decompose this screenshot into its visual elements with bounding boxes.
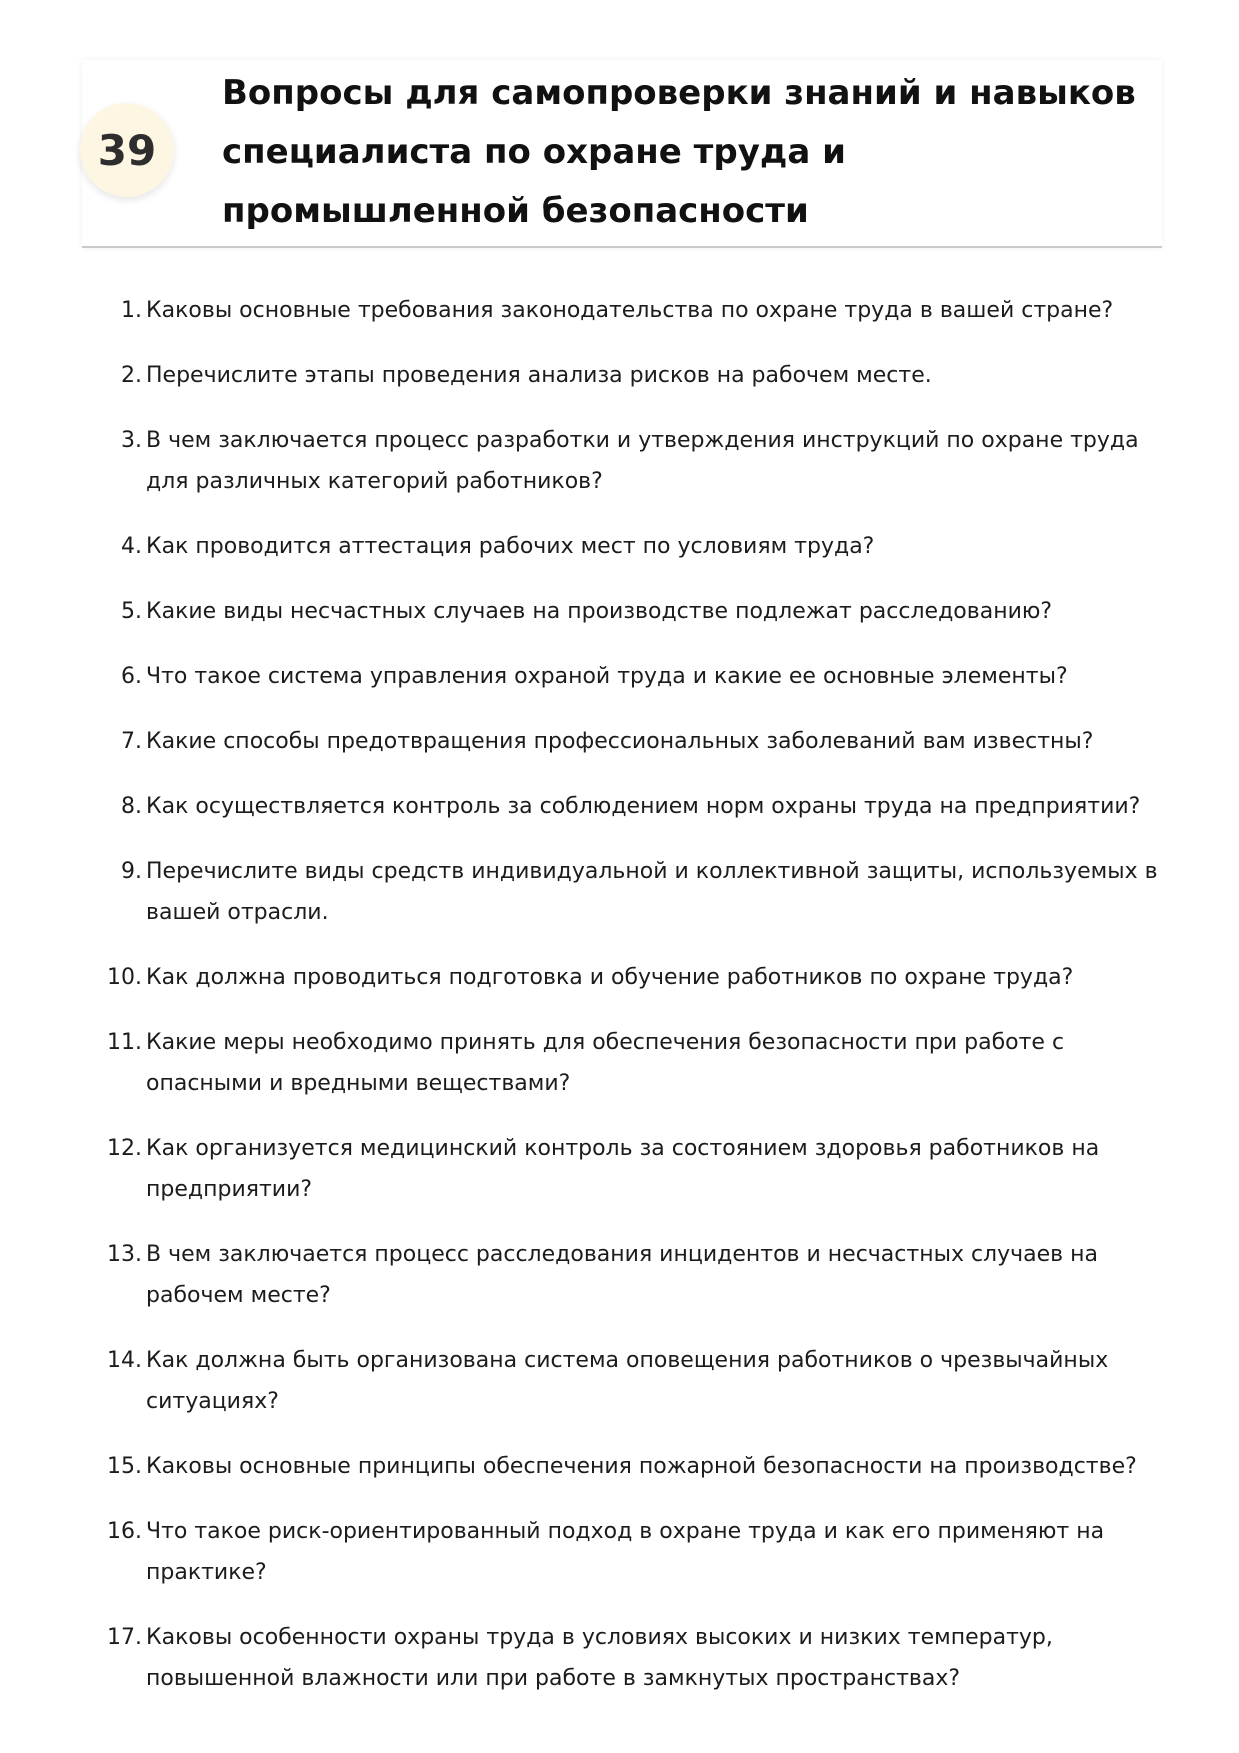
list-item xyxy=(104,721,1164,762)
list-item xyxy=(104,290,1164,331)
list-item xyxy=(104,591,1164,632)
item-number: 5. xyxy=(121,599,142,624)
item-text: Каковы особенности охраны труда в условиях высоких и низких температур, повышенной влажности или при работе в замкнутых пространствах? xyxy=(146,1625,1053,1691)
list-item xyxy=(104,1511,1164,1593)
item-text: Что такое риск-ориентированный подход в охране труда и как его применяют на практике? xyxy=(146,1519,1105,1585)
list-item xyxy=(104,355,1164,396)
item-number: 16. xyxy=(107,1519,142,1544)
item-number: 6. xyxy=(121,664,142,689)
item-number: 14. xyxy=(107,1348,142,1373)
item-number: 9. xyxy=(121,859,142,884)
item-text: Каковы основные требования законодательства по охране труда в вашей стране? xyxy=(146,298,1114,323)
page-number-badge: 39 xyxy=(80,103,174,197)
item-number: 3. xyxy=(121,428,142,453)
list-item xyxy=(104,851,1164,933)
list-item xyxy=(104,526,1164,567)
item-text: В чем заключается процесс разработки и утверждения инструкций по охране труда для различных категорий работников? xyxy=(146,428,1139,494)
list-item xyxy=(104,1617,1164,1699)
list-item xyxy=(104,1234,1164,1316)
item-number: 8. xyxy=(121,794,142,819)
page-title: Вопросы для самопроверки знаний и навыков специалиста по охране труда и промышленной безопасности xyxy=(222,73,1136,231)
item-text: Какие способы предотвращения профессиональных заболеваний вам известны? xyxy=(146,729,1094,754)
item-text: Как осуществляется контроль за соблюдением норм охраны труда на предприятии? xyxy=(146,794,1141,819)
item-text: Как проводится аттестация рабочих мест по условиям труда? xyxy=(146,534,875,559)
item-text: Какие меры необходимо принять для обеспечения безопасности при работе с опасными и вредными веществами? xyxy=(146,1030,1065,1096)
item-number: 11. xyxy=(107,1030,142,1055)
item-number: 15. xyxy=(107,1454,142,1479)
list-item xyxy=(104,1022,1164,1104)
item-number: 12. xyxy=(107,1136,142,1161)
item-text: Как должна быть организована система оповещения работников о чрезвычайных ситуациях? xyxy=(146,1348,1109,1414)
item-number: 10. xyxy=(107,965,142,990)
item-text: Перечислите виды средств индивидуальной и коллективной защиты, используемых в вашей отрасли. xyxy=(146,859,1158,925)
item-text: Каковы основные принципы обеспечения пожарной безопасности на производстве? xyxy=(146,1454,1137,1479)
item-number: 17. xyxy=(107,1625,142,1650)
question-list xyxy=(104,290,1164,1723)
list-item xyxy=(104,1340,1164,1422)
item-text: В чем заключается процесс расследования инцидентов и несчастных случаев на рабочем месте? xyxy=(146,1242,1098,1308)
item-number: 7. xyxy=(121,729,142,754)
item-number: 2. xyxy=(121,363,142,388)
item-text: Перечислите этапы проведения анализа рисков на рабочем месте. xyxy=(146,363,932,388)
item-text: Как должна проводиться подготовка и обучение работников по охране труда? xyxy=(146,965,1074,990)
list-item xyxy=(104,656,1164,697)
list-item xyxy=(104,1128,1164,1210)
item-number: 13. xyxy=(107,1242,142,1267)
list-item xyxy=(104,420,1164,502)
list-item xyxy=(104,1446,1164,1487)
list-item xyxy=(104,957,1164,998)
item-text: Какие виды несчастных случаев на производстве подлежат расследованию? xyxy=(146,599,1053,624)
list-item xyxy=(104,786,1164,827)
item-text: Что такое система управления охраной труда и какие ее основные элементы? xyxy=(146,664,1068,689)
item-number: 1. xyxy=(121,298,142,323)
item-number: 4. xyxy=(121,534,142,559)
item-text: Как организуется медицинский контроль за состоянием здоровья работников на предприятии? xyxy=(146,1136,1100,1202)
